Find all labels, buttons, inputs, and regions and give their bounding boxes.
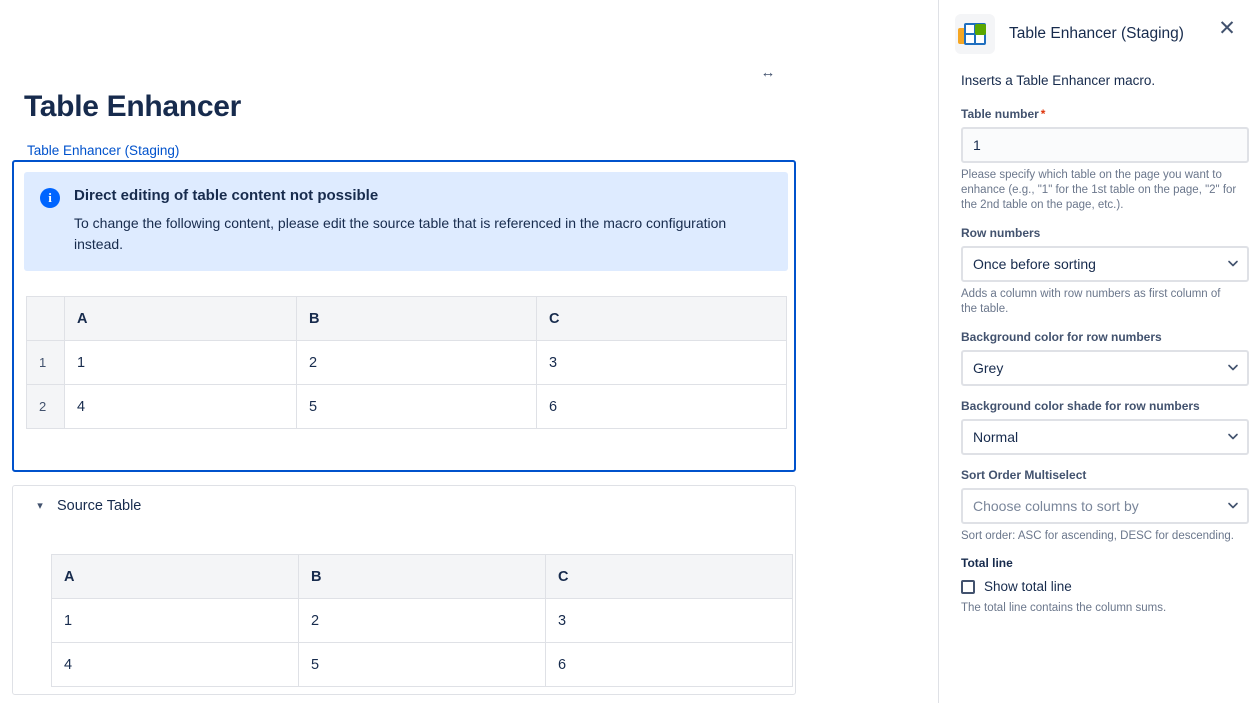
result-cell: 3 <box>537 341 787 385</box>
source-header-c: C <box>545 555 792 599</box>
info-panel-body: To change the following content, please edit the source table that is referenced in the macro configuration instead. <box>74 215 727 252</box>
field-table-number <box>961 106 1237 213</box>
source-table-title: Source Table <box>57 498 142 514</box>
close-icon[interactable]: ✕ <box>1218 17 1236 40</box>
macro-config-panel <box>938 0 1253 703</box>
source-cell: 4 <box>52 643 299 687</box>
field-row-number-bg-color <box>961 329 1237 386</box>
table-row <box>52 643 793 687</box>
total-line-label: Total line <box>961 556 1013 570</box>
table-number-input[interactable] <box>961 127 1249 163</box>
row-numbers-help: Adds a column with row numbers as first column of the table. <box>961 288 1221 315</box>
source-cell: 3 <box>545 599 792 643</box>
table-header-row <box>52 555 793 599</box>
field-sort-order-multiselect <box>961 467 1237 544</box>
result-cell: 2 <box>297 341 537 385</box>
table-enhancer-logo-icon <box>955 14 995 54</box>
row-number-bg-color-label: Background color for row numbers <box>961 330 1162 344</box>
required-marker: * <box>1040 107 1046 121</box>
sort-order-select[interactable]: Choose columns to sort by <box>961 488 1249 524</box>
table-row <box>52 599 793 643</box>
result-cell: 6 <box>537 385 787 429</box>
source-cell: 2 <box>298 599 545 643</box>
source-header-a: A <box>52 555 299 599</box>
source-table-toggle[interactable] <box>13 486 795 520</box>
panel-title: Table Enhancer (Staging) <box>1009 25 1184 42</box>
source-cell: 1 <box>52 599 299 643</box>
source-table <box>51 554 793 687</box>
result-header-a: A <box>65 297 297 341</box>
source-table-section <box>12 485 796 695</box>
source-cell: 5 <box>298 643 545 687</box>
row-numbers-label: Row numbers <box>961 226 1041 240</box>
row-number-bg-shade-label: Background color shade for row numbers <box>961 399 1200 413</box>
result-cell: 5 <box>297 385 537 429</box>
macro-body-box[interactable] <box>12 160 796 472</box>
info-icon: i <box>40 188 60 208</box>
total-line-help: The total line contains the column sums. <box>961 602 1167 614</box>
panel-header <box>939 0 1253 54</box>
info-panel <box>24 172 788 271</box>
row-number-bg-shade-select[interactable]: Normal <box>961 419 1249 455</box>
panel-description: Inserts a Table Enhancer macro. <box>961 73 1156 88</box>
row-numbers-select[interactable]: Once before sorting <box>961 246 1249 282</box>
field-row-number-bg-shade <box>961 398 1237 455</box>
sort-order-help: Sort order: ASC for ascending, DESC for descending. <box>961 530 1234 542</box>
field-total-line <box>961 556 1237 616</box>
page-title: Table Enhancer <box>24 90 241 123</box>
resize-horizontal-icon[interactable]: ↔ <box>760 64 776 81</box>
result-cell: 4 <box>65 385 297 429</box>
chevron-down-icon: ▾ <box>37 500 43 512</box>
macro-link[interactable]: Table Enhancer (Staging) <box>27 143 180 158</box>
source-header-b: B <box>298 555 545 599</box>
row-number-bg-color-select[interactable]: Grey <box>961 350 1249 386</box>
table-number-label-text: Table number <box>961 107 1039 121</box>
table-number-label <box>961 106 1237 122</box>
source-cell: 6 <box>545 643 792 687</box>
macro-config-form <box>939 90 1253 638</box>
result-header-c: C <box>537 297 787 341</box>
result-cell-rownum: 1 <box>27 341 65 385</box>
table-header-row <box>27 297 787 341</box>
result-cell-rownum: 2 <box>27 385 65 429</box>
show-total-line-row[interactable] <box>961 578 1237 596</box>
result-header-rownum <box>27 297 65 341</box>
table-row <box>27 341 787 385</box>
result-cell: 1 <box>65 341 297 385</box>
info-panel-text <box>74 186 772 255</box>
table-row <box>27 385 787 429</box>
field-row-numbers <box>961 225 1237 317</box>
info-panel-title: Direct editing of table content not possible <box>74 187 379 204</box>
result-header-b: B <box>297 297 537 341</box>
show-total-line-label: Show total line <box>984 579 1072 594</box>
result-table <box>26 296 787 429</box>
sort-order-label: Sort Order Multiselect <box>961 468 1087 482</box>
table-number-help: Please specify which table on the page you want to enhance (e.g., "1" for the 1st table on the page, "2" for the 2nd table on the page, etc.). <box>961 169 1237 211</box>
show-total-line-checkbox[interactable] <box>961 580 975 594</box>
